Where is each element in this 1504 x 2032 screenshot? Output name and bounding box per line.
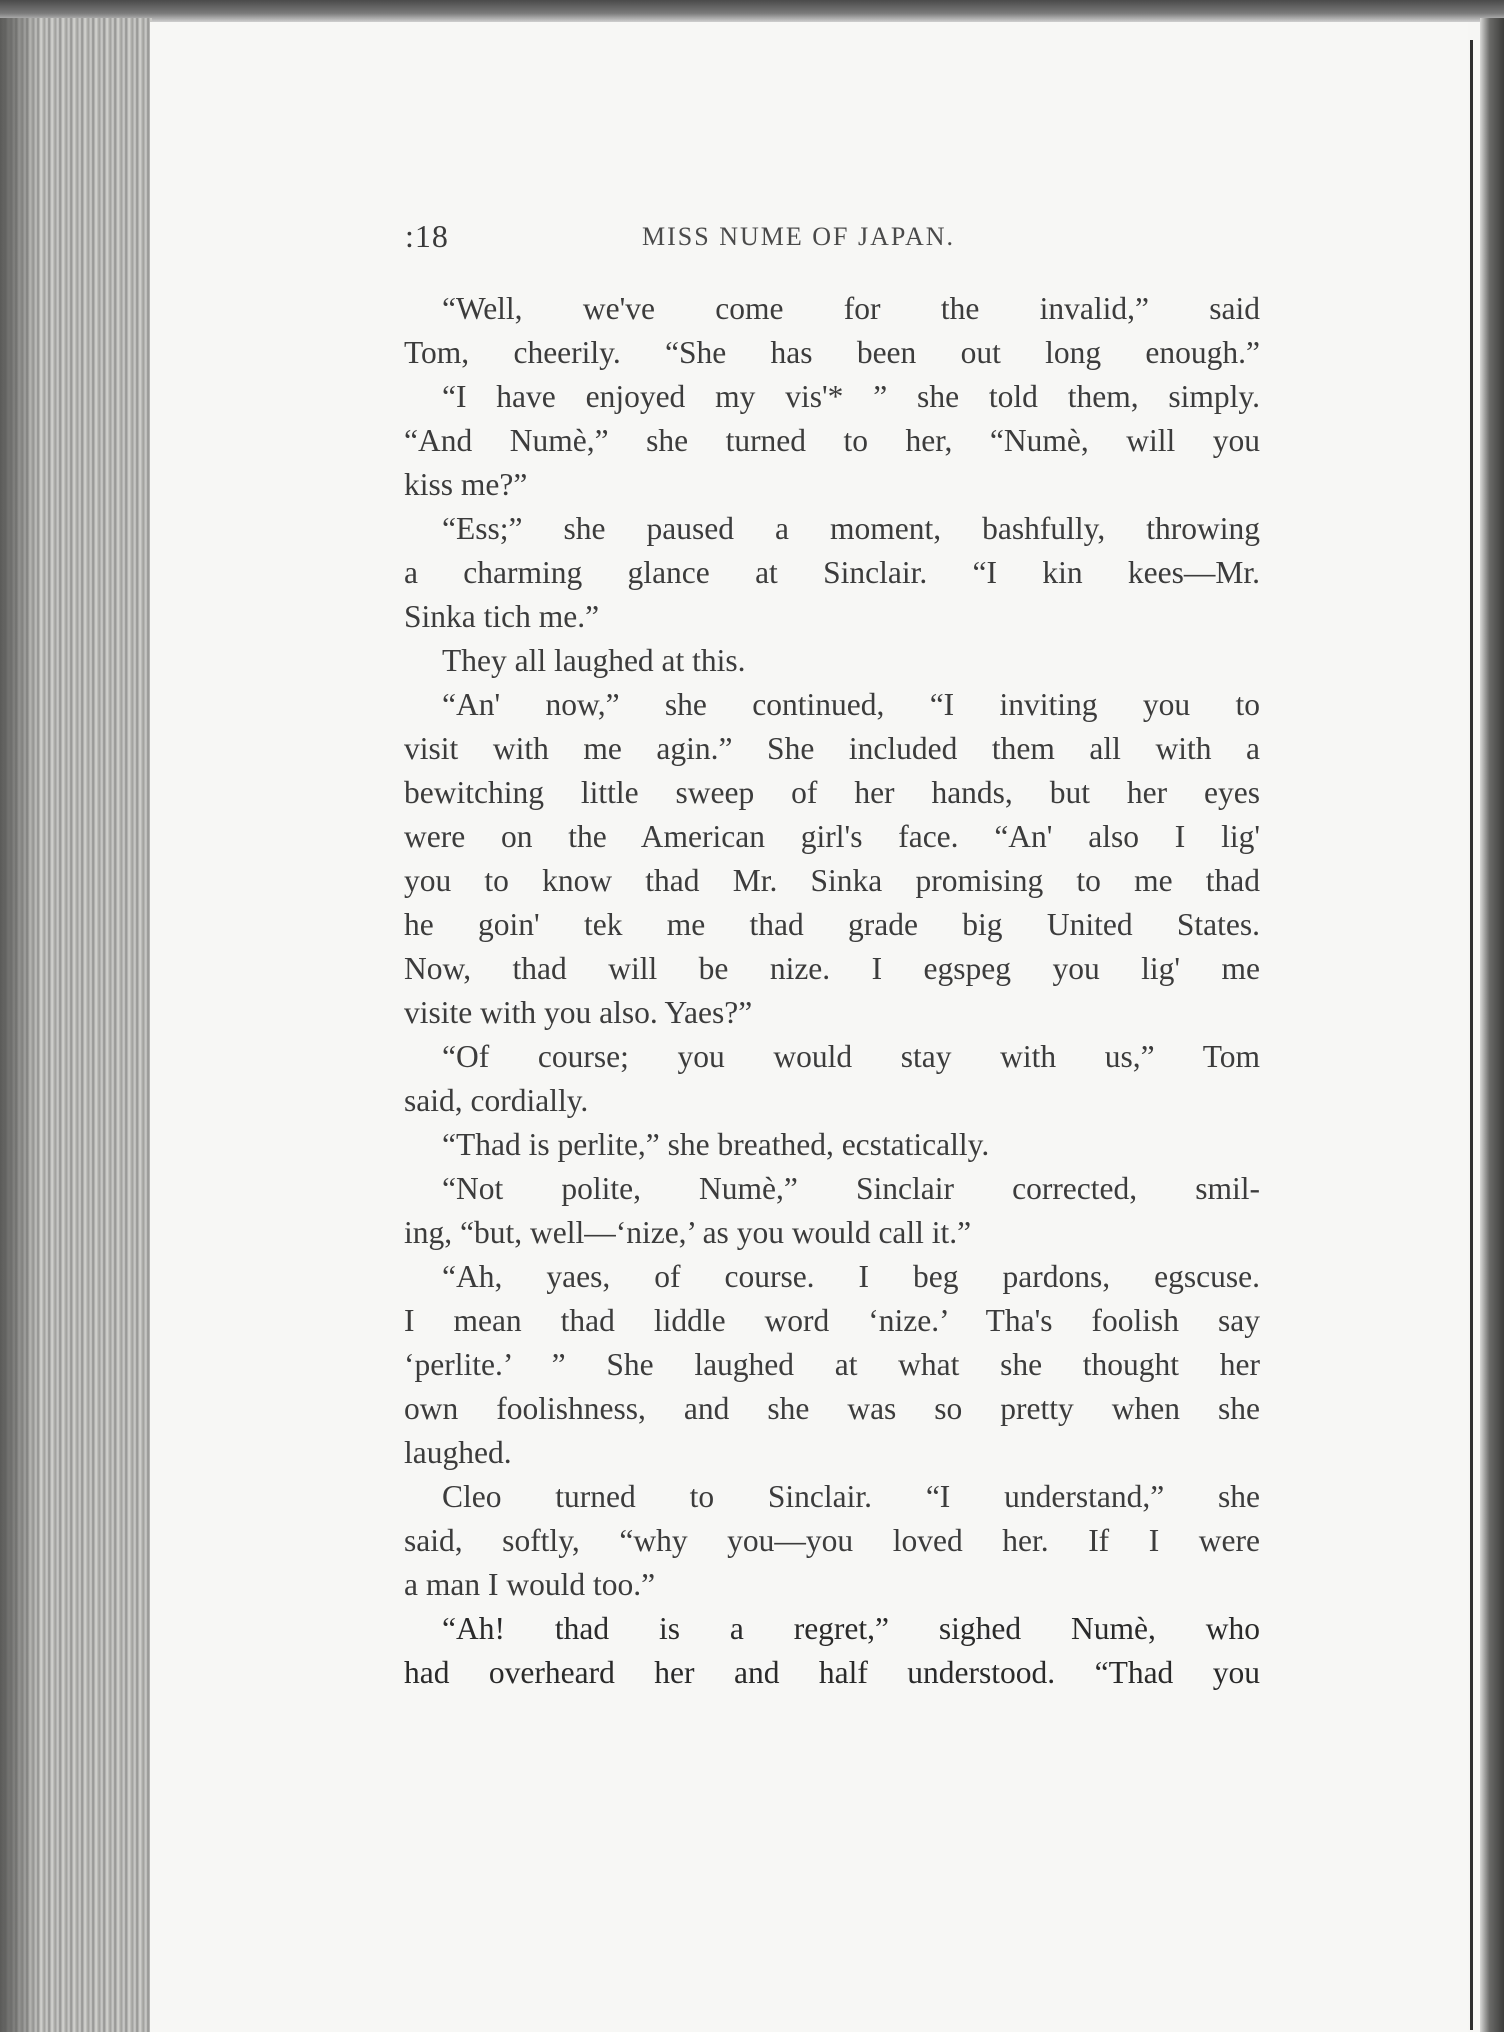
text-line: you to know thad Mr. Sinka promising to me thad: [404, 863, 1260, 898]
text-line: said, cordially.: [404, 1083, 589, 1118]
text-line: They all laughed at this.: [442, 643, 746, 678]
text-line: “Of course; you would stay with us,” Tom: [442, 1039, 1260, 1074]
text-line: visite with you also. Yaes?”: [404, 995, 753, 1030]
text-line: visit with me agin.” She included them all with a: [404, 731, 1260, 766]
text-line: I mean thad liddle word ‘nize.’ Tha's foolish say: [404, 1303, 1260, 1338]
page-number: :18: [405, 218, 449, 254]
text-line: Sinka tich me.”: [404, 599, 600, 634]
page-right-border: [1470, 40, 1473, 2030]
text-line: “Ah! thad is a regret,” sighed Numè, who: [442, 1611, 1260, 1646]
text-line: own foolishness, and she was so pretty when she: [404, 1391, 1260, 1426]
text-line: “Ah, yaes, of course. I beg pardons, egscuse.: [442, 1259, 1260, 1294]
text-line: Tom, cheerily. “She has been out long enough.”: [404, 335, 1260, 370]
text-line: ing, “but, well—‘nize,’ as you would call it.”: [404, 1215, 972, 1250]
text-line: he goin' tek me thad grade big United States.: [404, 907, 1260, 942]
text-line: said, softly, “why you—you loved her. If I were: [404, 1523, 1260, 1558]
text-line: “Not polite, Numè,” Sinclair corrected, smil-: [442, 1171, 1260, 1206]
text-line: a charming glance at Sinclair. “I kin kees—Mr.: [404, 555, 1260, 590]
text-line: “Thad is perlite,” she breathed, ecstatically.: [442, 1127, 990, 1162]
running-head: [405, 218, 1260, 262]
text-line: Cleo turned to Sinclair. “I understand,” she: [442, 1479, 1260, 1514]
text-line: “Well, we've come for the invalid,” said: [442, 291, 1260, 326]
text-line: kiss me?”: [404, 467, 528, 502]
text-line: “Ess;” she paused a moment, bashfully, throwing: [442, 511, 1260, 546]
body-text: [404, 287, 1260, 1695]
text-line: were on the American girl's face. “An' also I lig': [404, 819, 1260, 854]
text-line: “I have enjoyed my vis'* ” she told them, simply.: [442, 379, 1260, 414]
text-line: bewitching little sweep of her hands, but her eyes: [404, 775, 1260, 810]
text-line: had overheard her and half understood. “Thad you: [404, 1655, 1260, 1690]
text-line: Now, thad will be nize. I egspeg you lig' me: [404, 951, 1260, 986]
text-line: “An' now,” she continued, “I inviting you to: [442, 687, 1260, 722]
text-line: a man I would too.”: [404, 1567, 656, 1602]
running-title: MISS NUME OF JAPAN.: [642, 222, 956, 251]
scan-top-edge: [0, 0, 1504, 22]
scan-right-edge: [1480, 18, 1504, 2032]
text-line: ‘perlite.’ ” She laughed at what she thought her: [404, 1347, 1260, 1382]
text-line: “And Numè,” she turned to her, “Numè, will you: [404, 423, 1260, 458]
text-line: laughed.: [404, 1435, 512, 1470]
page-edge-stack: [0, 18, 152, 2032]
